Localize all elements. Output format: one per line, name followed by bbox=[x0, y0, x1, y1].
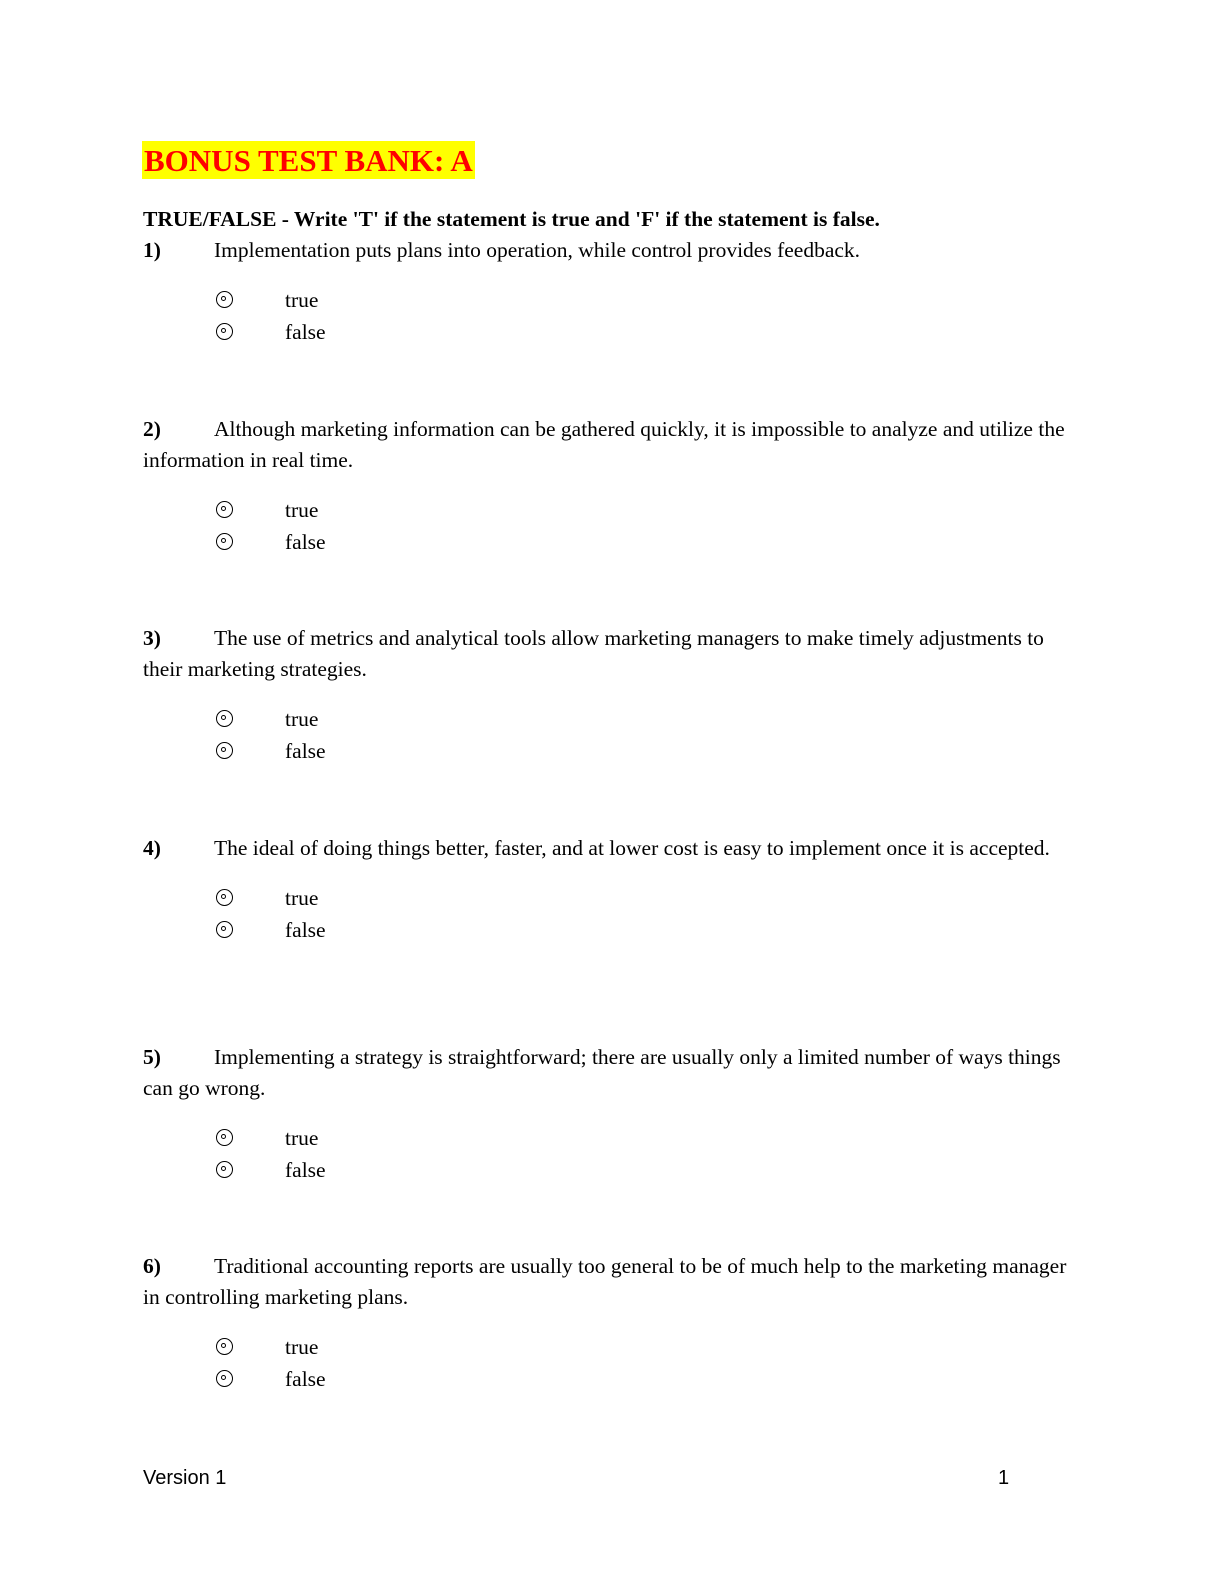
option-label: true bbox=[285, 498, 319, 522]
option-label: true bbox=[285, 707, 319, 731]
option-label: true bbox=[285, 886, 319, 910]
question-number: 5) bbox=[143, 1045, 161, 1069]
option-true[interactable] bbox=[143, 286, 1083, 318]
option-false[interactable] bbox=[143, 318, 1083, 350]
radio-button-icon[interactable] bbox=[216, 921, 233, 938]
question-text: The use of metrics and analytical tools allow marketing managers to make timely adjustments to their marketing strategies. bbox=[143, 626, 1044, 681]
option-label: true bbox=[285, 1335, 319, 1359]
question-1 bbox=[143, 235, 1083, 350]
question-number: 1) bbox=[143, 238, 161, 262]
radio-button-icon[interactable] bbox=[216, 291, 233, 308]
question-text: Although marketing information can be gathered quickly, it is impossible to analyze and utilize the information in real time. bbox=[143, 417, 1065, 472]
option-true[interactable] bbox=[143, 884, 1083, 916]
option-true[interactable] bbox=[143, 496, 1083, 528]
radio-button-icon[interactable] bbox=[216, 1370, 233, 1387]
option-false[interactable] bbox=[143, 1365, 1083, 1397]
option-label: true bbox=[285, 288, 319, 312]
option-label: true bbox=[285, 1126, 319, 1150]
radio-button-icon[interactable] bbox=[216, 533, 233, 550]
option-true[interactable] bbox=[143, 1124, 1083, 1156]
option-false[interactable] bbox=[143, 737, 1083, 769]
option-label: false bbox=[285, 1158, 326, 1182]
radio-button-icon[interactable] bbox=[216, 323, 233, 340]
question-4 bbox=[143, 833, 1083, 948]
question-5 bbox=[143, 1042, 1083, 1188]
option-label: false bbox=[285, 320, 326, 344]
option-label: false bbox=[285, 530, 326, 554]
option-true[interactable] bbox=[143, 705, 1083, 737]
option-false[interactable] bbox=[143, 528, 1083, 560]
option-false[interactable] bbox=[143, 916, 1083, 948]
radio-button-icon[interactable] bbox=[216, 1161, 233, 1178]
question-number: 2) bbox=[143, 417, 161, 441]
question-text: Traditional accounting reports are usually too general to be of much help to the marketing manager in controlling marketing plans. bbox=[143, 1254, 1067, 1309]
question-number: 3) bbox=[143, 626, 161, 650]
radio-button-icon[interactable] bbox=[216, 1338, 233, 1355]
radio-button-icon[interactable] bbox=[216, 742, 233, 759]
radio-button-icon[interactable] bbox=[216, 889, 233, 906]
question-6 bbox=[143, 1251, 1083, 1397]
radio-button-icon[interactable] bbox=[216, 1129, 233, 1146]
section-instructions: TRUE/FALSE - Write 'T' if the statement is true and 'F' if the statement is false. bbox=[143, 207, 880, 231]
question-number: 6) bbox=[143, 1254, 161, 1278]
option-true[interactable] bbox=[143, 1333, 1083, 1365]
option-false[interactable] bbox=[143, 1156, 1083, 1188]
radio-button-icon[interactable] bbox=[216, 710, 233, 727]
question-3 bbox=[143, 623, 1083, 769]
question-2 bbox=[143, 414, 1083, 560]
option-label: false bbox=[285, 1367, 326, 1391]
footer-version: Version 1 bbox=[143, 1467, 227, 1489]
question-text: Implementation puts plans into operation, while control provides feedback. bbox=[214, 238, 861, 262]
page-title: BONUS TEST BANK: A bbox=[144, 143, 473, 178]
option-label: false bbox=[285, 739, 326, 763]
question-text: Implementing a strategy is straightforward; there are usually only a limited number of ways things can go wrong. bbox=[143, 1045, 1061, 1100]
option-label: false bbox=[285, 918, 326, 942]
question-number: 4) bbox=[143, 836, 161, 860]
question-text: The ideal of doing things better, faster, and at lower cost is easy to implement once it is accepted. bbox=[214, 836, 1050, 860]
radio-button-icon[interactable] bbox=[216, 501, 233, 518]
footer-page-number: 1 bbox=[998, 1467, 1010, 1489]
